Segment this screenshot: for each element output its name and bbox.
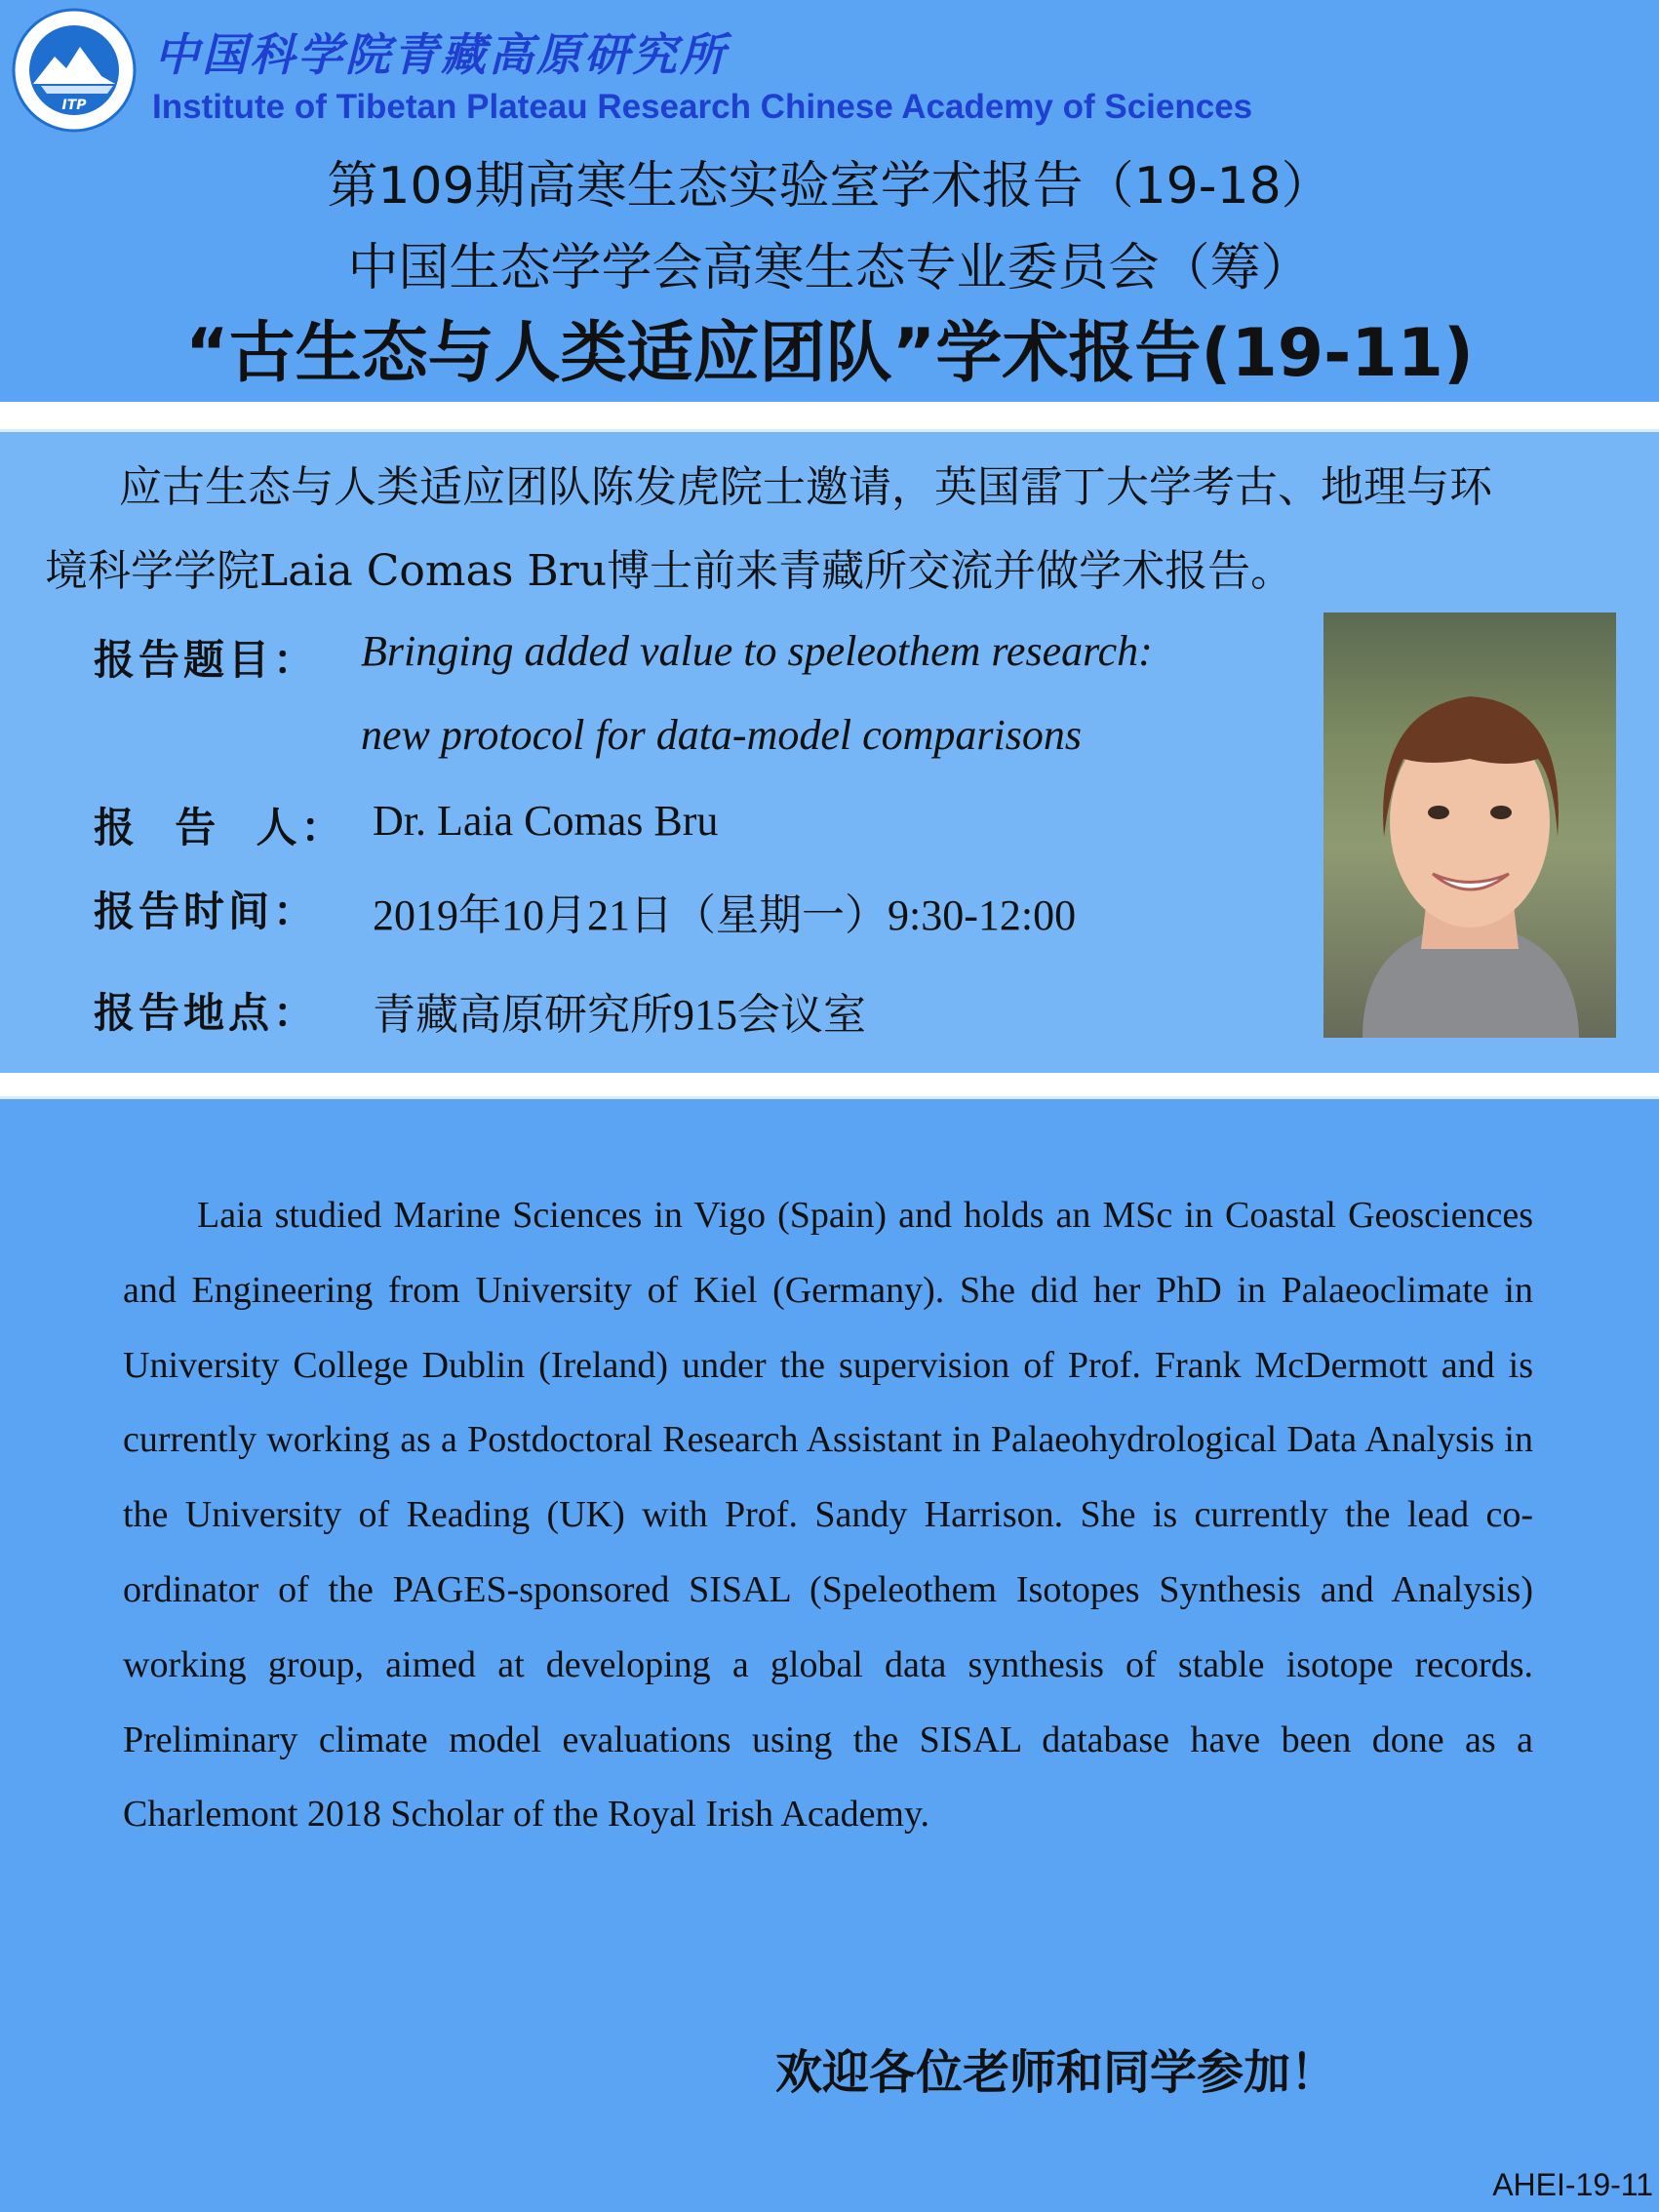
document-code: AHEI-19-11 bbox=[1492, 2167, 1653, 2202]
intro-line2: 境科学学院Laia Comas Bru博士前来青藏所交流并做学术报告。 bbox=[45, 546, 1294, 596]
report-title-line2: 中国生态学学会高寒生态专业委员会（筹） bbox=[347, 239, 1312, 297]
topic-label: 报告题目： bbox=[94, 636, 319, 684]
speaker-photo bbox=[1323, 612, 1616, 1038]
report-title-main: “古生态与人类适应团队”学术报告(19-11) bbox=[184, 315, 1475, 392]
place-label: 报告地点： bbox=[94, 989, 319, 1037]
speaker-bio: Laia studied Marine Sciences in Vigo (Spain) and holds an MSc in Coastal Geosciences and Engineering from University of Kiel (Germany). She did her PhD in Palaeoclimate in University College Dublin (Ireland) under the supervision of Prof. Frank McDermott and is currently working as a Postdoctoral Research Assistant in Palaeohydrological Data Analysis in the University of Reading (UK) with Prof. Sandy Harrison. She is currently the lead co-ordinator of the PAGES-sponsored SISAL (Speleothem Isotopes Synthesis and Analysis) working group, aimed at developing a global data synthesis of stable isotope records. Preliminary climate model evaluations using the SISAL database have been done as a Charlemont 2018 Scholar of the Royal Irish Academy. bbox=[123, 1195, 1533, 1836]
institute-name-cn: 中国科学院青藏高原研究所 bbox=[154, 28, 728, 81]
welcome-message: 欢迎各位老师和同学参加！ bbox=[775, 2045, 1338, 2100]
topic-value-line2: new protocol for data-model comparisons bbox=[361, 711, 1082, 759]
speaker-value: Dr. Laia Comas Bru bbox=[373, 797, 719, 845]
time-value: 2019年10月21日（星期一）9:30-12:00 bbox=[373, 891, 1077, 939]
institute-name-en: Institute of Tibetan Plateau Research Chinese Academy of Sciences bbox=[152, 88, 1253, 126]
intro-line1: 应古生态与人类适应团队陈发虎院士邀请，英国雷丁大学考古、地理与环 bbox=[119, 462, 1492, 512]
speaker-label: 报 告 人： bbox=[94, 804, 346, 851]
topic-value-line1: Bringing added value to speleothem research: bbox=[361, 627, 1153, 675]
time-label: 报告时间： bbox=[94, 888, 319, 935]
place-value: 青藏高原研究所915会议室 bbox=[373, 991, 866, 1039]
logo-text: ITP bbox=[61, 98, 87, 113]
speaker-portrait-icon bbox=[1323, 612, 1616, 1038]
institute-logo bbox=[12, 8, 137, 133]
report-title-line1: 第109期高寒生态实验室学术报告（19-18） bbox=[327, 157, 1332, 216]
